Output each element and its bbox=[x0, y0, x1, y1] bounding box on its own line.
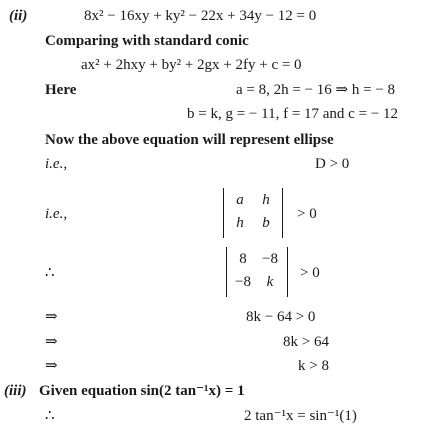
therefore-symbol: ∴ bbox=[45, 265, 55, 281]
step-1: 8k − 64 > 0 bbox=[246, 309, 316, 325]
step-3: k > 8 bbox=[298, 358, 329, 374]
result-equation: 2 tan⁻¹x = sin⁻¹(1) bbox=[244, 408, 357, 424]
ellipse-statement: Now the above equation will represent ellipse bbox=[45, 132, 334, 148]
coefficients-line-1: a = 8, 2h = − 16 ⇒ h = − 8 bbox=[236, 82, 396, 98]
symbolic-determinant bbox=[223, 188, 283, 238]
det-cell-b: b bbox=[262, 215, 270, 231]
standard-conic-form: ax² + 2hxy + by² + 2gx + 2fy + c = 0 bbox=[81, 57, 302, 73]
det-cell-h: h bbox=[236, 215, 244, 231]
step-2: 8k > 64 bbox=[283, 334, 329, 350]
det-cell-a: 8 bbox=[239, 251, 247, 267]
therefore-symbol: ∴ bbox=[45, 408, 55, 424]
ie-label-2: i.e., bbox=[45, 206, 68, 222]
det-cell-h: −8 bbox=[235, 274, 251, 290]
coefficients-line-2: b = k, g = − 11, f = 17 and c = − 12 bbox=[187, 106, 399, 122]
numeric-determinant bbox=[226, 247, 288, 297]
conic-equation: 8x² − 16xy + ky² − 22x + 34y − 12 = 0 bbox=[84, 8, 317, 24]
compare-heading: Comparing with standard conic bbox=[45, 33, 249, 49]
ie-label-1: i.e., bbox=[45, 156, 68, 172]
determinant-inequality: > 0 bbox=[300, 265, 320, 281]
part-ii-label: (ii) bbox=[9, 8, 28, 24]
determinant-inequality: > 0 bbox=[297, 206, 317, 222]
here-label: Here bbox=[45, 82, 77, 98]
given-equation: Given equation sin(2 tan⁻¹x) = 1 bbox=[39, 383, 245, 399]
det-cell-h: −8 bbox=[262, 251, 278, 267]
discriminant-condition: D > 0 bbox=[315, 156, 350, 172]
det-cell-h: h bbox=[262, 192, 270, 208]
part-iii-label: (iii) bbox=[4, 383, 27, 399]
implies-arrow: ⇒ bbox=[45, 358, 58, 374]
implies-arrow: ⇒ bbox=[45, 334, 58, 350]
implies-arrow: ⇒ bbox=[45, 309, 58, 325]
det-cell-b: k bbox=[266, 274, 274, 290]
det-cell-a: a bbox=[236, 192, 244, 208]
